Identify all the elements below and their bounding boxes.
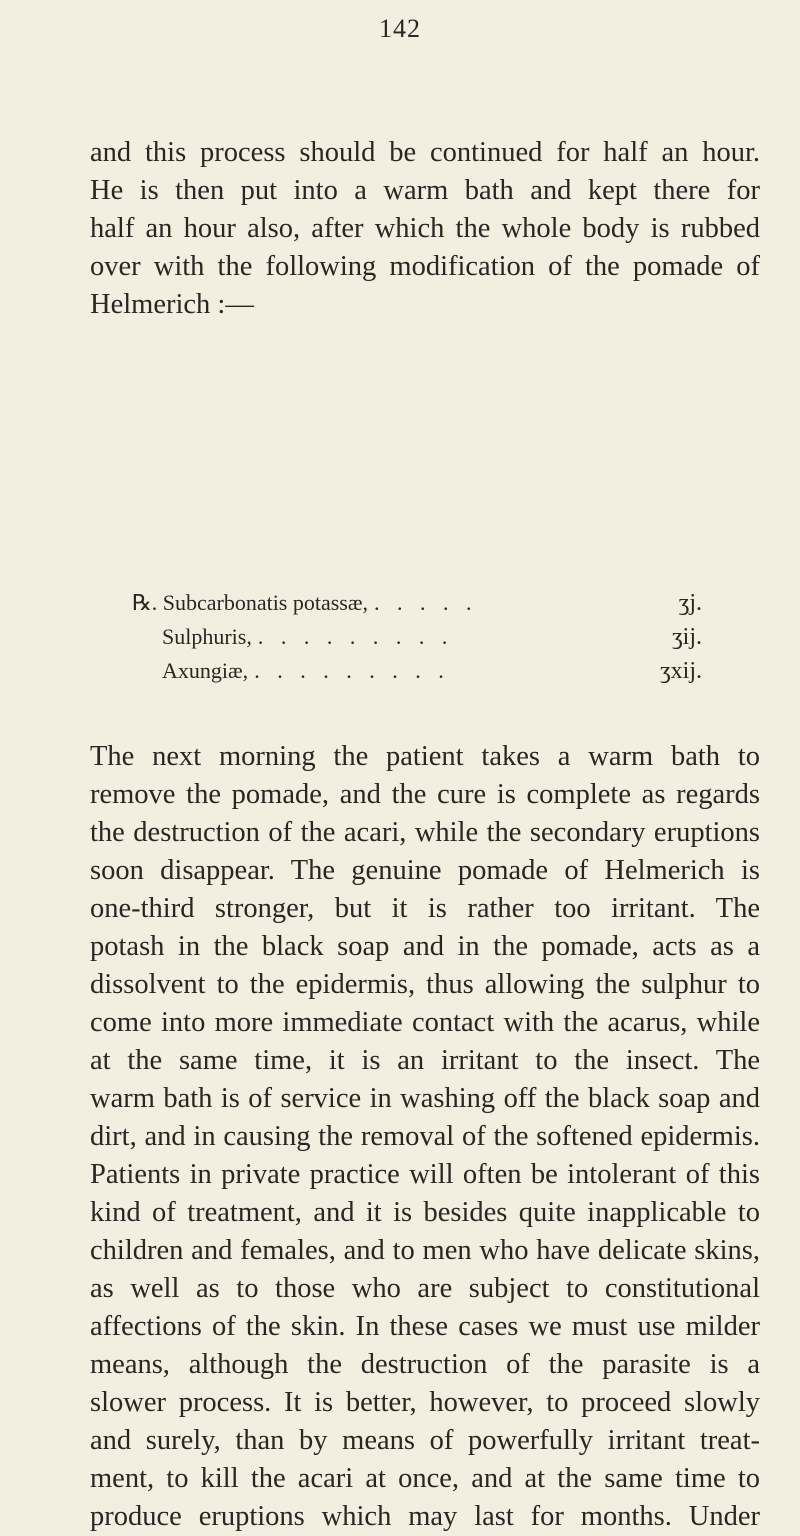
- text-line: and surely, than by means of powerfully irritant treat-: [90, 1425, 760, 1456]
- ingredient-dose: ʒj.: [678, 590, 702, 616]
- leader-dots: . . . . .: [374, 590, 478, 615]
- text-line: The next morning the patient takes a warm bath to: [90, 741, 760, 772]
- text-line: Helmerich :—: [90, 289, 254, 320]
- prescription-item: [132, 620, 702, 654]
- text-line: as well as to those who are subject to constitutional: [90, 1273, 760, 1304]
- text-line: soon disappear. The genuine pomade of Helmerich is: [90, 855, 760, 886]
- text-line: He is then put into a warm bath and kept there for: [90, 175, 760, 206]
- text-line: produce eruptions which may last for months. Under: [90, 1501, 760, 1532]
- text-line: Patients in private practice will often be intolerant of this: [90, 1159, 760, 1190]
- prescription-item: [132, 586, 702, 620]
- ingredient-name: Axungiæ,: [162, 658, 249, 683]
- prescription-item: [132, 654, 702, 688]
- text-line: kind of treatment, and it is besides quite inapplicable to: [90, 1197, 760, 1228]
- ingredient-name: Sulphuris,: [162, 624, 252, 649]
- text-line: slower process. It is better, however, to proceed slowly: [90, 1387, 760, 1418]
- ingredient-dose: ʒij.: [672, 624, 702, 650]
- text-line: at the same time, it is an irritant to the insect. The: [90, 1045, 760, 1076]
- text-line: half an hour also, after which the whole body is rubbed: [90, 213, 760, 244]
- ingredient-name: ℞. Subcarbonatis potassæ,: [132, 590, 369, 615]
- text-line: and this process should be continued for half an hour.: [90, 137, 760, 168]
- text-line: children and females, and to men who have delicate skins,: [90, 1235, 760, 1266]
- text-line: dirt, and in causing the removal of the softened epidermis.: [90, 1121, 760, 1152]
- leader-dots: . . . . . . . . .: [257, 624, 454, 649]
- ingredient-dose: ʒxij.: [660, 658, 702, 684]
- text-line: the destruction of the acari, while the secondary eruptions: [90, 817, 760, 848]
- text-line: dissolvent to the epidermis, thus allowing the sulphur to: [90, 969, 760, 1000]
- page-number: 142: [379, 14, 421, 43]
- prescription: [132, 586, 702, 688]
- text-line: means, although the destruction of the parasite is a: [90, 1349, 760, 1380]
- text-line: warm bath is of service in washing off the black soap and: [90, 1083, 760, 1114]
- text-line: come into more immediate contact with the acarus, while: [90, 1007, 760, 1038]
- text-line: affections of the skin. In these cases we must use milder: [90, 1311, 760, 1342]
- text-line: ment, to kill the acari at once, and at the same time to: [90, 1463, 760, 1494]
- paragraph-2: [90, 738, 760, 1536]
- text-line: one-third stronger, but it is rather too irritant. The: [90, 893, 760, 924]
- text-line: potash in the black soap and in the pomade, acts as a: [90, 931, 760, 962]
- leader-dots: . . . . . . . . .: [254, 658, 450, 683]
- text-line: over with the following modification of the pomade of: [90, 251, 760, 282]
- paragraph-1: [90, 134, 760, 324]
- text-line: remove the pomade, and the cure is complete as regards: [90, 779, 760, 810]
